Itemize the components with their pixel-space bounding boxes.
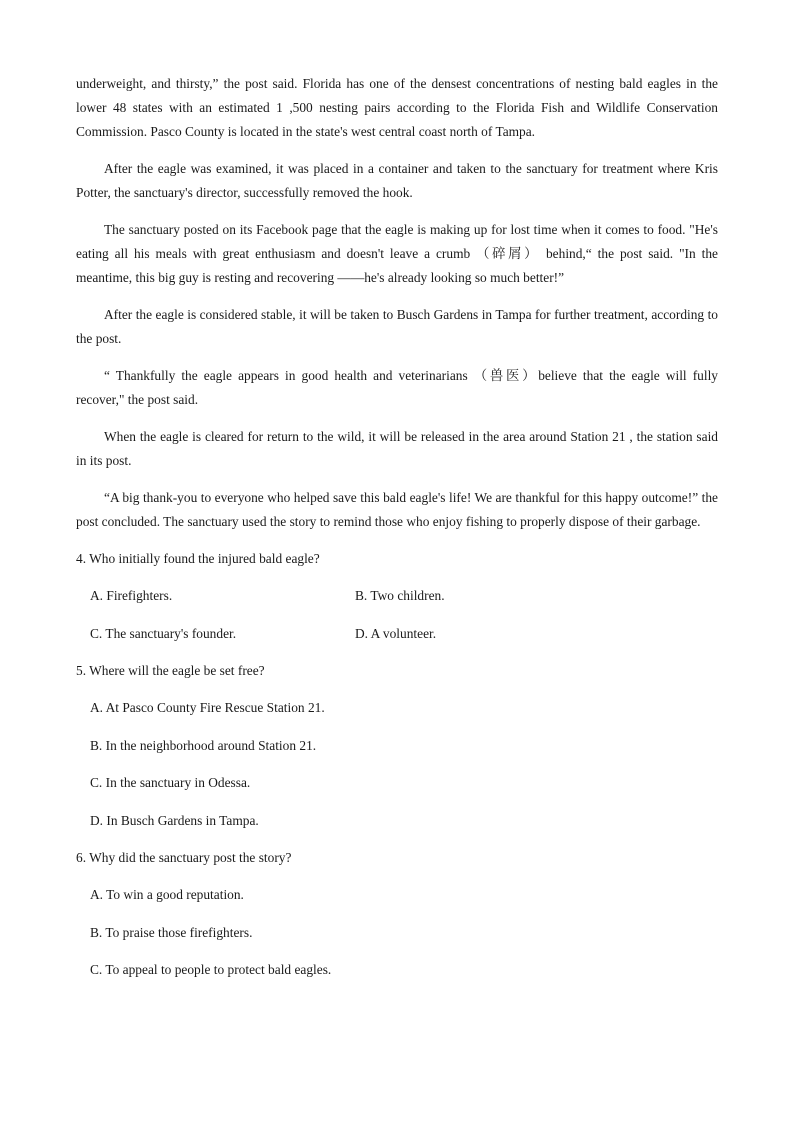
paragraph-6: When the eagle is cleared for return to the wild, it will be released in the area around Station 21 , the station said in its post. xyxy=(76,429,718,468)
option-b: B. Two children. xyxy=(355,588,445,603)
document-page xyxy=(76,72,718,996)
paragraph-5: “ Thankfully the eagle appears in good health and veterinarians （兽医）believe that the eagle will fully recover," the post said. xyxy=(76,368,718,407)
paragraph-3: The sanctuary posted on its Facebook page that the eagle is making up for lost time when it comes to food. "He's eating all his meals with great enthusiasm and doesn't leave a crumb （碎屑） behind,“ the post said. "In the meantime, this big guy is resting and recovering ——he's already looking so much better!” xyxy=(76,222,718,285)
option-list xyxy=(76,883,718,982)
option-c: C. The sanctuary's founder. xyxy=(90,625,237,641)
option-a: A. At Pasco County Fire Rescue Station 21. xyxy=(90,700,325,715)
question-stem: 4. Who initially found the injured bald eagle? xyxy=(76,551,320,566)
option-a: A. Firefighters. xyxy=(90,588,173,603)
question-4 xyxy=(76,547,718,659)
question-stem: 6. Why did the sanctuary post the story? xyxy=(76,850,292,865)
paragraph-2: After the eagle was examined, it was placed in a container and taken to the sanctuary for treatment where Kris Potter, the sanctuary's director, successfully removed the hook. xyxy=(76,161,718,200)
paragraph-1: underweight, and thirsty,” the post said. Florida has one of the densest concentrations of nesting bald eagles in the lower 48 states with an estimated 1 ,500 nesting pairs according to the Florida Fish and Wildlife Conservation Commission. Pasco County is located in the state's west central coast north of Tampa. xyxy=(76,76,718,139)
option-list xyxy=(76,696,718,833)
option-d: D. A volunteer. xyxy=(355,625,437,641)
option-c: C. In the sanctuary in Odessa. xyxy=(90,775,251,790)
option-b: B. To praise those firefighters. xyxy=(90,924,253,940)
option-d: D. In Busch Gardens in Tampa. xyxy=(90,812,259,828)
option-list xyxy=(76,584,718,659)
question-5 xyxy=(76,659,718,833)
question-6 xyxy=(76,846,718,982)
paragraph-4: After the eagle is considered stable, it will be taken to Busch Gardens in Tampa for further treatment, according to the post. xyxy=(76,307,718,346)
option-b: B. In the neighborhood around Station 21. xyxy=(90,737,317,753)
option-c: C. To appeal to people to protect bald eagles. xyxy=(90,962,332,977)
option-a: A. To win a good reputation. xyxy=(90,887,244,902)
question-stem: 5. Where will the eagle be set free? xyxy=(76,663,265,678)
paragraph-7: “A big thank-you to everyone who helped save this bald eagle's life! We are thankful for this happy outcome!” the post concluded. The sanctuary used the story to remind those who enjoy fishing to properly dispose of their garbage. xyxy=(76,490,718,529)
